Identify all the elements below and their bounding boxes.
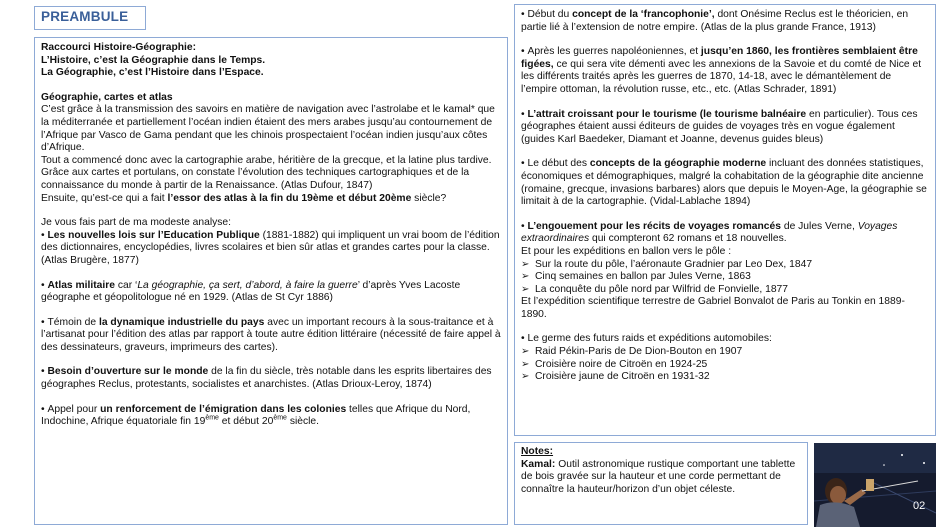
text: Début du bbox=[527, 9, 573, 20]
bullet-item bbox=[41, 230, 501, 268]
title-box bbox=[34, 6, 146, 30]
notes-text bbox=[521, 459, 801, 497]
italic-text: Voyages extraordinaires bbox=[521, 220, 898, 245]
kamal-photo bbox=[814, 443, 936, 527]
italic-text: La géographie, ça sert, d’abord, à faire la guerre bbox=[137, 279, 358, 291]
left-column bbox=[34, 37, 508, 525]
bold-text: Besoin d’ouverture sur le monde bbox=[47, 366, 209, 378]
text: car ‘ bbox=[115, 279, 138, 291]
intro-line: Raccourci Histoire-Géographie: bbox=[41, 42, 197, 53]
paragraph: Et l’expédition scientifique terrestre de Gabriel Bonvalot de Paris au Tonkin en 1889-1890. bbox=[521, 296, 905, 320]
balloon-item: ➢ La conquête du pôle nord par Wilfrid de Fonvielle, 1877 bbox=[521, 284, 929, 297]
bullet-item bbox=[41, 404, 501, 429]
text: qui compteront 62 romans et 18 nouvelles. bbox=[589, 233, 787, 245]
paragraph: Et pour les expéditions en ballon vers le pôle : bbox=[521, 245, 732, 257]
section-title: Géographie, cartes et atlas bbox=[41, 91, 173, 103]
text: Le début des bbox=[527, 158, 590, 170]
intro-line: La Géographie, c’est l’Histoire dans l’Espace. bbox=[41, 67, 264, 79]
text: avec un important recours à la sous-traitance et à l’artisanat pour l’édition des atlas par rapport à toute autre édition littéraire (nécessité de faire appel à des dessinateurs, graveurs, imprimeurs des cartes). bbox=[41, 316, 501, 353]
bullet-dot: • bbox=[521, 46, 528, 58]
text: Ensuite, qu’est-ce qui a fait bbox=[41, 192, 168, 204]
superscript: ème bbox=[205, 414, 219, 422]
bullet-item bbox=[41, 317, 501, 355]
bullet-dot: • bbox=[521, 333, 528, 345]
bullet-item bbox=[41, 280, 501, 305]
bullet-dot: • bbox=[521, 108, 528, 120]
right-column bbox=[514, 4, 936, 436]
notes-title-text: Notes: bbox=[521, 446, 554, 457]
text: de Jules Verne, bbox=[780, 220, 858, 232]
bullet-item bbox=[521, 46, 929, 96]
raid-item: ➢ Croisière noire de Citroën en 1924-25 bbox=[521, 359, 929, 372]
bullet-dot: • bbox=[41, 316, 48, 328]
bullet-item bbox=[521, 158, 929, 208]
bold-text: concepts de la géographie moderne bbox=[589, 158, 767, 170]
text: dont Onésime Reclus est le théoricien, en partie lié à l’extension de notre empire. (Atlas de la plus grande France, 1913) bbox=[521, 9, 909, 33]
text: Après les guerres napoléoniennes, et bbox=[527, 46, 701, 58]
notes-label: Kamal: bbox=[521, 458, 556, 470]
text: telles que Afrique du Nord, Indochine, Afrique équatoriale fin 19 bbox=[41, 403, 471, 428]
bold-text: L’engouement pour les récits de voyages romancés bbox=[527, 220, 781, 232]
bold-text: jusqu’en 1860, les frontières semblaient être figées, bbox=[521, 46, 918, 70]
text: (1881-1882) qui impliquent un vrai boom de l’édition des dictionnaires, encyclopédies, livres scolaires et bien sûr atlas et grandes cartes pour la classe. (Atlas Brugère, 1877) bbox=[41, 229, 500, 266]
paragraph bbox=[41, 193, 501, 206]
bullet-dot: • bbox=[41, 366, 48, 378]
raid-item: ➢ Raid Pékin-Paris de De Dion-Bouton en 1907 bbox=[521, 346, 929, 359]
intro-line: L’Histoire, c’est la Géographie dans le Temps. bbox=[41, 54, 266, 66]
page-number: 02 bbox=[913, 500, 926, 512]
text: en particulier). Tous ces géographes étaient aussi éditeurs de guides de voyages très en vogue également (guides Karl Baedeker, Diamant et Joanne, devenus guides bleus) bbox=[521, 108, 918, 145]
text: Outil astronomique rustique comportant une tablette de bois gravée sur la hauteur et une corde permettant de connaître la hauteur/horizon d’un objet céleste. bbox=[521, 458, 796, 495]
bullet-item bbox=[521, 109, 929, 147]
bullet-item bbox=[41, 366, 501, 391]
bullet-dot: • bbox=[41, 279, 48, 291]
kamal-photo-illustration bbox=[814, 443, 936, 527]
text: siècle? bbox=[411, 192, 447, 204]
text: Témoin de bbox=[47, 316, 99, 328]
balloon-item: ➢ Sur la route du pôle, l’aéronaute Gradnier par Leo Dex, 1847 bbox=[521, 259, 929, 272]
bullet-dot: • bbox=[41, 403, 48, 415]
paragraph: Grâce aux cartes et portulans, on constate l’évolution des techniques cartographiques et de la connaissance du monde à partir de la Renaissance. (Atlas Dufour, 1847) bbox=[41, 167, 470, 191]
bullet-item bbox=[521, 333, 929, 346]
text: Appel pour bbox=[47, 403, 101, 415]
text: ’ d’après Yves Lacoste géographe et géopolitologue né en 1929. (Atlas de St Cyr 1886) bbox=[41, 279, 461, 304]
superscript: ème bbox=[273, 414, 287, 422]
paragraph: Tout a commencé donc avec la cartographie arabe, héritière de la grecque, et la latine plus tardive. bbox=[41, 154, 492, 166]
balloon-item: ➢ Cinq semaines en ballon par Jules Verne, 1863 bbox=[521, 271, 929, 284]
paragraph: C’est grâce à la transmission des savoirs en matière de navigation avec l’astrolabe et le kamal* que la méditerranée et partiellement l’océan indien étaient des mers arabes jusqu’au contournement de l’Afrique par Vasco de Gama pendant que les chinois prospectaient l’océan indien jusqu’aux côtes d’Afrique. bbox=[41, 104, 495, 154]
bold-text: L’attrait croissant pour le tourisme (le tourisme balnéaire bbox=[527, 108, 807, 120]
bold-text: concept de la ‘francophonie’, bbox=[572, 9, 715, 20]
bullet-dot: • bbox=[521, 9, 528, 20]
bullet-dot: • bbox=[521, 158, 528, 170]
bold-text: un renforcement de l’émigration dans les colonies bbox=[100, 403, 347, 415]
bullet-dot: • bbox=[521, 220, 528, 232]
raid-item: ➢ Croisière jaune de Citroën en 1931-32 bbox=[521, 371, 929, 384]
bold-text: Atlas militaire bbox=[47, 279, 115, 291]
bullet-item bbox=[521, 221, 929, 246]
notes-title bbox=[521, 446, 801, 459]
bold-text: la dynamique industrielle du pays bbox=[98, 316, 265, 328]
bold-text: Les nouvelles lois sur l’Education Publique bbox=[47, 229, 260, 241]
notes-box bbox=[514, 442, 808, 525]
text: et début 20 bbox=[218, 416, 274, 428]
bullet-item bbox=[521, 9, 929, 34]
text: de la fin du siècle, très notable dans les esprits libertaires des géographes Reclus, protestants, socialistes et anarchistes. (Atlas Drioux-Leroy, 1874) bbox=[41, 366, 492, 391]
page-title: PREAMBULE bbox=[41, 9, 129, 24]
text: siècle. bbox=[286, 416, 320, 428]
bold-text: l’essor des atlas à la fin du 19ème et début 20ème bbox=[167, 192, 412, 204]
paragraph: Je vous fais part de ma modeste analyse: bbox=[41, 217, 232, 229]
text: incluant des données statistiques, économiques et démographiques, malgré la cohabitation de la géographie dite ancienne (romaine, grecque, invasions barbares) alors que depuis le Moyen-Age, la géographie se limitait à de la cartographie. (Vidal-Lablache 1894) bbox=[521, 158, 927, 208]
bullet-dot: • bbox=[41, 229, 48, 241]
text: ce qui sera vite démenti avec les annexions de la Savoie et du comté de Nice et les différents traités après les guerres de 1870, 14-18, avec le démantèlement de l’empire ottoman, la révolution russe, etc., etc. (Atlas Schrader, 1891) bbox=[521, 58, 922, 95]
text: Le germe des futurs raids et expéditions automobiles: bbox=[527, 333, 772, 345]
